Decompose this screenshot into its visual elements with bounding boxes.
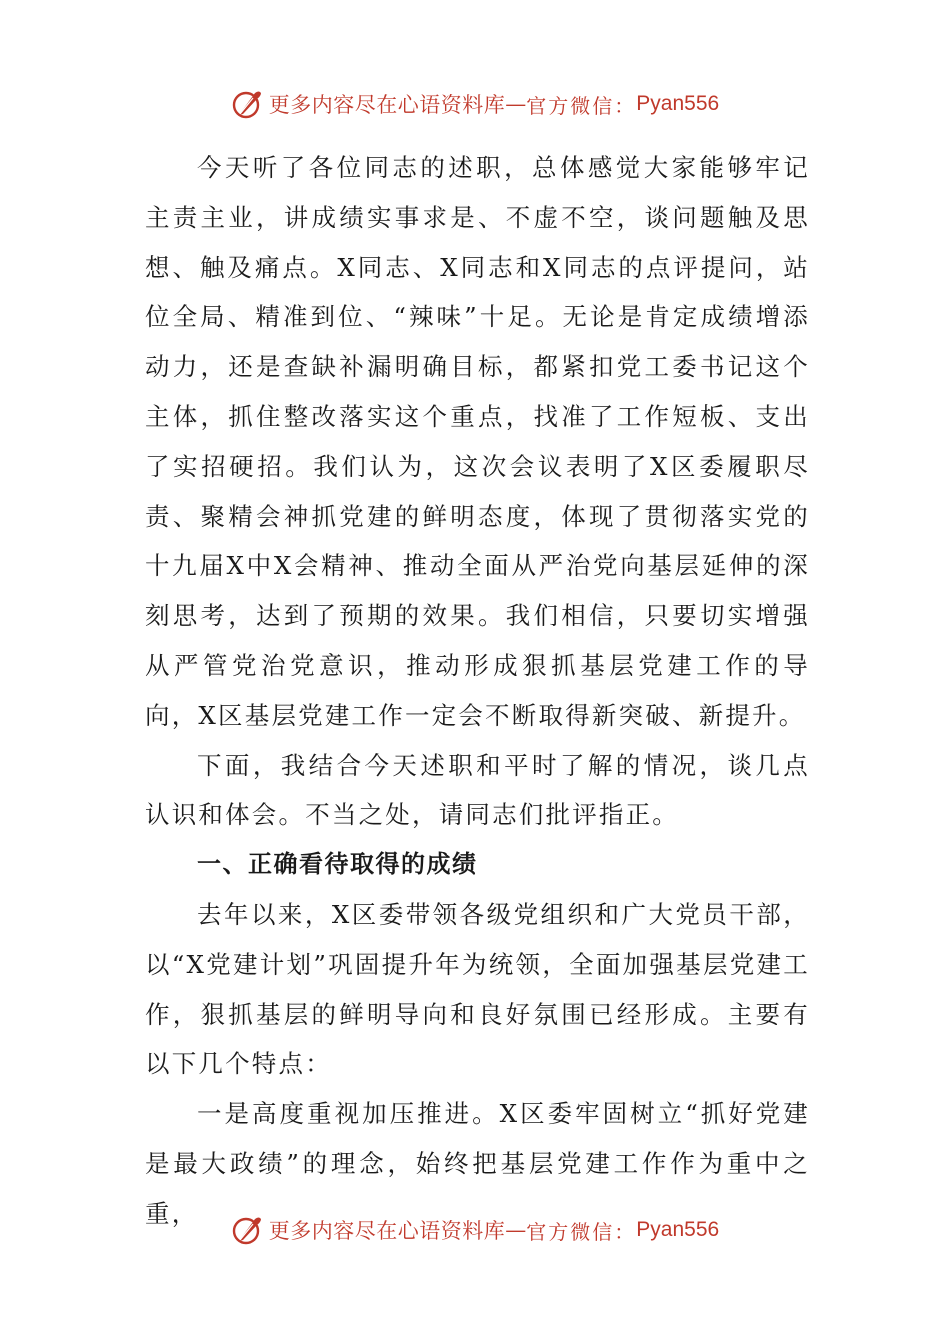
footer-watermark: [0, 1210, 950, 1250]
paragraph-transition: 下面，我结合今天述职和平时了解的情况，谈几点认识和体会。不当之处，请同志们批评指正。: [145, 750, 810, 830]
paragraph-point-1: 一是高度重视加压推进。X区委牢固树立“抓好党建是最大政绩”的理念，始终把基层党建工作作为重中之重，: [145, 1099, 810, 1228]
watermark-wechat-label: 官方微信：: [526, 93, 637, 118]
quill-pen-circle-icon: [231, 1213, 265, 1247]
paragraph-opening: 今天听了各位同志的述职，总体感觉大家能够牢记主责主业，讲成绩实事求是、不虚不空，谈问题触及思想、触及痛点。X同志、X同志和X同志的点评提问，站位全局、精准到位、“辣味”十足。无论是肯定成绩增添动力，还是查缺补漏明确目标，都紧扣党工委书记这个主体，抓住整改落实这个重点，找准了工作短板、支出了实招硬招。我们认为，这次会议表明了X区委履职尽责、聚精会神抓党建的鲜明态度，体现了贯彻落实党的十九届X中X会精神、推动全面从严治党向基层延伸的深刻思考，达到了预期的效果。我们相信，只要切实增强从严管党治党意识，推动形成狠抓基层党建工作的导向，X区基层党建工作一定会不断取得新突破、新提升。: [145, 153, 810, 730]
section-heading-1: 一、正确看待取得的成绩: [197, 850, 478, 879]
watermark-separator: —: [505, 1218, 527, 1242]
watermark-wechat-label: 官方微信：: [526, 1219, 637, 1244]
paragraph-section-intro: 去年以来，X区委带领各级党组织和广大党员干部，以“X党建计划”巩固提升年为统领，全面加强基层党建工作，狠抓基层的鲜明导向和良好氛围已经形成。主要有以下几个特点：: [145, 899, 810, 1079]
watermark-main-text: 更多内容尽在心语资料库: [268, 93, 506, 117]
document-body: [145, 143, 810, 1239]
watermark-main-text: 更多内容尽在心语资料库: [268, 1219, 506, 1243]
watermark-separator: —: [505, 92, 527, 116]
quill-pen-circle-icon: [231, 87, 265, 121]
header-watermark: [0, 84, 950, 124]
watermark-wechat-id: Pyan556: [636, 1218, 720, 1241]
watermark-wechat-id: Pyan556: [636, 92, 720, 115]
